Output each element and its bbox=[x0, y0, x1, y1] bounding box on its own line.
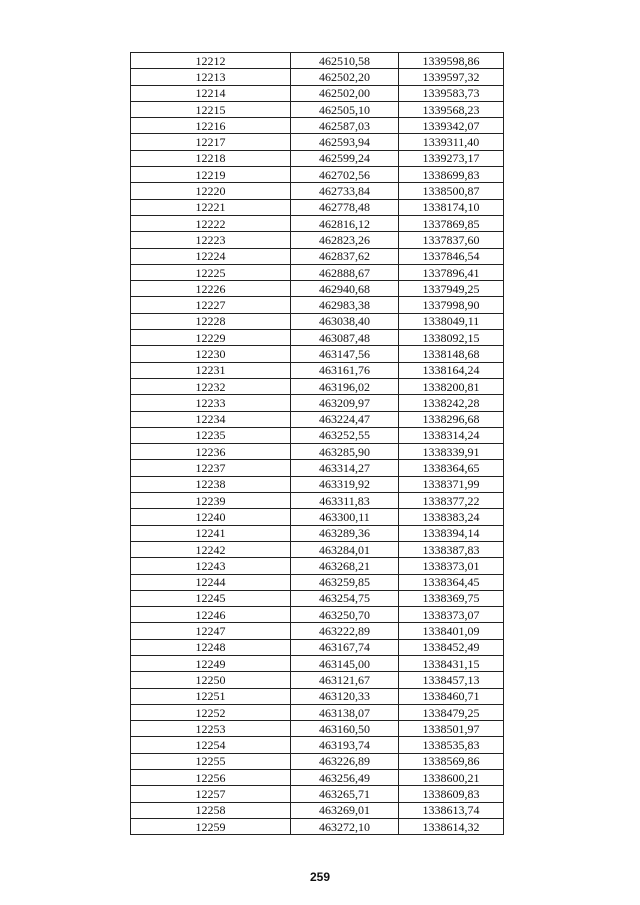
point-number-cell: 12254 bbox=[131, 737, 291, 753]
y-coordinate-cell: 1338364,45 bbox=[399, 574, 504, 590]
y-coordinate-cell: 1338373,01 bbox=[399, 558, 504, 574]
table-row bbox=[131, 509, 504, 525]
x-coordinate-cell: 462888,67 bbox=[291, 264, 399, 280]
y-coordinate-cell: 1338364,65 bbox=[399, 460, 504, 476]
x-coordinate-cell: 462823,26 bbox=[291, 232, 399, 248]
x-coordinate-cell: 463284,01 bbox=[291, 541, 399, 557]
table-row bbox=[131, 134, 504, 150]
table-row bbox=[131, 460, 504, 476]
y-coordinate-cell: 1338699,83 bbox=[399, 167, 504, 183]
point-number-cell: 12226 bbox=[131, 281, 291, 297]
y-coordinate-cell: 1337949,25 bbox=[399, 281, 504, 297]
point-number-cell: 12248 bbox=[131, 639, 291, 655]
point-number-cell: 12234 bbox=[131, 411, 291, 427]
y-coordinate-cell: 1337837,60 bbox=[399, 232, 504, 248]
y-coordinate-cell: 1338501,97 bbox=[399, 721, 504, 737]
point-number-cell: 12237 bbox=[131, 460, 291, 476]
x-coordinate-cell: 462587,03 bbox=[291, 118, 399, 134]
table-row bbox=[131, 623, 504, 639]
x-coordinate-cell: 463265,71 bbox=[291, 786, 399, 802]
point-number-cell: 12247 bbox=[131, 623, 291, 639]
x-coordinate-cell: 463167,74 bbox=[291, 639, 399, 655]
x-coordinate-cell: 463226,89 bbox=[291, 753, 399, 769]
point-number-cell: 12238 bbox=[131, 476, 291, 492]
y-coordinate-cell: 1338339,91 bbox=[399, 444, 504, 460]
x-coordinate-cell: 462837,62 bbox=[291, 248, 399, 264]
point-number-cell: 12259 bbox=[131, 818, 291, 834]
point-number-cell: 12212 bbox=[131, 53, 291, 69]
table-row bbox=[131, 476, 504, 492]
table-row bbox=[131, 167, 504, 183]
table-row bbox=[131, 770, 504, 786]
y-coordinate-cell: 1337896,41 bbox=[399, 264, 504, 280]
x-coordinate-cell: 463269,01 bbox=[291, 802, 399, 818]
x-coordinate-cell: 463193,74 bbox=[291, 737, 399, 753]
y-coordinate-cell: 1338148,68 bbox=[399, 346, 504, 362]
table-row bbox=[131, 655, 504, 671]
x-coordinate-cell: 462940,68 bbox=[291, 281, 399, 297]
point-number-cell: 12244 bbox=[131, 574, 291, 590]
point-number-cell: 12246 bbox=[131, 607, 291, 623]
y-coordinate-cell: 1338460,71 bbox=[399, 688, 504, 704]
table-row bbox=[131, 639, 504, 655]
point-number-cell: 12249 bbox=[131, 655, 291, 671]
x-coordinate-cell: 463289,36 bbox=[291, 525, 399, 541]
point-number-cell: 12241 bbox=[131, 525, 291, 541]
table-row bbox=[131, 215, 504, 231]
point-number-cell: 12236 bbox=[131, 444, 291, 460]
x-coordinate-cell: 463222,89 bbox=[291, 623, 399, 639]
y-coordinate-cell: 1338314,24 bbox=[399, 427, 504, 443]
y-coordinate-cell: 1339273,17 bbox=[399, 150, 504, 166]
table-row bbox=[131, 753, 504, 769]
x-coordinate-cell: 463209,97 bbox=[291, 395, 399, 411]
point-number-cell: 12215 bbox=[131, 101, 291, 117]
x-coordinate-cell: 463252,55 bbox=[291, 427, 399, 443]
point-number-cell: 12243 bbox=[131, 558, 291, 574]
y-coordinate-cell: 1339597,32 bbox=[399, 69, 504, 85]
table-row bbox=[131, 69, 504, 85]
point-number-cell: 12221 bbox=[131, 199, 291, 215]
y-coordinate-cell: 1338371,99 bbox=[399, 476, 504, 492]
point-number-cell: 12224 bbox=[131, 248, 291, 264]
y-coordinate-cell: 1339568,23 bbox=[399, 101, 504, 117]
point-number-cell: 12223 bbox=[131, 232, 291, 248]
x-coordinate-cell: 463196,02 bbox=[291, 378, 399, 394]
point-number-cell: 12258 bbox=[131, 802, 291, 818]
y-coordinate-cell: 1338600,21 bbox=[399, 770, 504, 786]
table-row bbox=[131, 199, 504, 215]
x-coordinate-cell: 462502,20 bbox=[291, 69, 399, 85]
point-number-cell: 12222 bbox=[131, 215, 291, 231]
x-coordinate-cell: 463224,47 bbox=[291, 411, 399, 427]
table-row bbox=[131, 688, 504, 704]
point-number-cell: 12245 bbox=[131, 590, 291, 606]
x-coordinate-cell: 463314,27 bbox=[291, 460, 399, 476]
table-row bbox=[131, 444, 504, 460]
table-row bbox=[131, 150, 504, 166]
point-number-cell: 12250 bbox=[131, 672, 291, 688]
table-row bbox=[131, 607, 504, 623]
point-number-cell: 12242 bbox=[131, 541, 291, 557]
y-coordinate-cell: 1338394,14 bbox=[399, 525, 504, 541]
point-number-cell: 12239 bbox=[131, 493, 291, 509]
point-number-cell: 12218 bbox=[131, 150, 291, 166]
coordinates-table-body bbox=[131, 53, 504, 835]
table-row bbox=[131, 786, 504, 802]
point-number-cell: 12214 bbox=[131, 85, 291, 101]
x-coordinate-cell: 463285,90 bbox=[291, 444, 399, 460]
table-row bbox=[131, 53, 504, 69]
y-coordinate-cell: 1339583,73 bbox=[399, 85, 504, 101]
x-coordinate-cell: 462983,38 bbox=[291, 297, 399, 313]
point-number-cell: 12252 bbox=[131, 704, 291, 720]
table-row bbox=[131, 232, 504, 248]
coordinates-table bbox=[130, 52, 504, 835]
x-coordinate-cell: 462702,56 bbox=[291, 167, 399, 183]
y-coordinate-cell: 1338479,25 bbox=[399, 704, 504, 720]
point-number-cell: 12232 bbox=[131, 378, 291, 394]
y-coordinate-cell: 1338614,32 bbox=[399, 818, 504, 834]
y-coordinate-cell: 1338369,75 bbox=[399, 590, 504, 606]
y-coordinate-cell: 1338401,09 bbox=[399, 623, 504, 639]
x-coordinate-cell: 462816,12 bbox=[291, 215, 399, 231]
y-coordinate-cell: 1338457,13 bbox=[399, 672, 504, 688]
point-number-cell: 12225 bbox=[131, 264, 291, 280]
point-number-cell: 12240 bbox=[131, 509, 291, 525]
y-coordinate-cell: 1338296,68 bbox=[399, 411, 504, 427]
point-number-cell: 12216 bbox=[131, 118, 291, 134]
point-number-cell: 12229 bbox=[131, 330, 291, 346]
x-coordinate-cell: 463160,50 bbox=[291, 721, 399, 737]
x-coordinate-cell: 463161,76 bbox=[291, 362, 399, 378]
table-row bbox=[131, 183, 504, 199]
table-row bbox=[131, 541, 504, 557]
y-coordinate-cell: 1338609,83 bbox=[399, 786, 504, 802]
x-coordinate-cell: 462733,84 bbox=[291, 183, 399, 199]
x-coordinate-cell: 463254,75 bbox=[291, 590, 399, 606]
point-number-cell: 12217 bbox=[131, 134, 291, 150]
y-coordinate-cell: 1337846,54 bbox=[399, 248, 504, 264]
table-row bbox=[131, 281, 504, 297]
table-row bbox=[131, 590, 504, 606]
point-number-cell: 12233 bbox=[131, 395, 291, 411]
table-row bbox=[131, 85, 504, 101]
table-row bbox=[131, 558, 504, 574]
point-number-cell: 12219 bbox=[131, 167, 291, 183]
point-number-cell: 12228 bbox=[131, 313, 291, 329]
x-coordinate-cell: 463147,56 bbox=[291, 346, 399, 362]
y-coordinate-cell: 1339598,86 bbox=[399, 53, 504, 69]
y-coordinate-cell: 1338377,22 bbox=[399, 493, 504, 509]
table-row bbox=[131, 330, 504, 346]
y-coordinate-cell: 1338174,10 bbox=[399, 199, 504, 215]
y-coordinate-cell: 1338500,87 bbox=[399, 183, 504, 199]
table-row bbox=[131, 101, 504, 117]
point-number-cell: 12231 bbox=[131, 362, 291, 378]
y-coordinate-cell: 1338373,07 bbox=[399, 607, 504, 623]
x-coordinate-cell: 463259,85 bbox=[291, 574, 399, 590]
y-coordinate-cell: 1338200,81 bbox=[399, 378, 504, 394]
y-coordinate-cell: 1338431,15 bbox=[399, 655, 504, 671]
table-row bbox=[131, 802, 504, 818]
point-number-cell: 12230 bbox=[131, 346, 291, 362]
table-row bbox=[131, 721, 504, 737]
table-row bbox=[131, 118, 504, 134]
x-coordinate-cell: 463256,49 bbox=[291, 770, 399, 786]
y-coordinate-cell: 1338383,24 bbox=[399, 509, 504, 525]
x-coordinate-cell: 463087,48 bbox=[291, 330, 399, 346]
x-coordinate-cell: 462599,24 bbox=[291, 150, 399, 166]
table-row bbox=[131, 248, 504, 264]
table-row bbox=[131, 264, 504, 280]
table-row bbox=[131, 395, 504, 411]
table-row bbox=[131, 818, 504, 834]
x-coordinate-cell: 463319,92 bbox=[291, 476, 399, 492]
x-coordinate-cell: 463120,33 bbox=[291, 688, 399, 704]
x-coordinate-cell: 463268,21 bbox=[291, 558, 399, 574]
point-number-cell: 12256 bbox=[131, 770, 291, 786]
table-row bbox=[131, 346, 504, 362]
y-coordinate-cell: 1339311,40 bbox=[399, 134, 504, 150]
table-row bbox=[131, 672, 504, 688]
table-row bbox=[131, 493, 504, 509]
y-coordinate-cell: 1337998,90 bbox=[399, 297, 504, 313]
y-coordinate-cell: 1338049,11 bbox=[399, 313, 504, 329]
x-coordinate-cell: 463272,10 bbox=[291, 818, 399, 834]
x-coordinate-cell: 462593,94 bbox=[291, 134, 399, 150]
table-row bbox=[131, 574, 504, 590]
y-coordinate-cell: 1338387,83 bbox=[399, 541, 504, 557]
y-coordinate-cell: 1338092,15 bbox=[399, 330, 504, 346]
y-coordinate-cell: 1338535,83 bbox=[399, 737, 504, 753]
y-coordinate-cell: 1338452,49 bbox=[399, 639, 504, 655]
x-coordinate-cell: 463311,83 bbox=[291, 493, 399, 509]
table-row bbox=[131, 313, 504, 329]
y-coordinate-cell: 1338569,86 bbox=[399, 753, 504, 769]
x-coordinate-cell: 462778,48 bbox=[291, 199, 399, 215]
table-row bbox=[131, 737, 504, 753]
point-number-cell: 12213 bbox=[131, 69, 291, 85]
x-coordinate-cell: 463038,40 bbox=[291, 313, 399, 329]
y-coordinate-cell: 1339342,07 bbox=[399, 118, 504, 134]
x-coordinate-cell: 462510,58 bbox=[291, 53, 399, 69]
point-number-cell: 12251 bbox=[131, 688, 291, 704]
y-coordinate-cell: 1338242,28 bbox=[399, 395, 504, 411]
point-number-cell: 12227 bbox=[131, 297, 291, 313]
x-coordinate-cell: 463145,00 bbox=[291, 655, 399, 671]
table-row bbox=[131, 378, 504, 394]
x-coordinate-cell: 463138,07 bbox=[291, 704, 399, 720]
x-coordinate-cell: 463250,70 bbox=[291, 607, 399, 623]
y-coordinate-cell: 1338613,74 bbox=[399, 802, 504, 818]
page-number: 259 bbox=[309, 870, 331, 884]
x-coordinate-cell: 463121,67 bbox=[291, 672, 399, 688]
table-row bbox=[131, 427, 504, 443]
x-coordinate-cell: 463300,11 bbox=[291, 509, 399, 525]
point-number-cell: 12220 bbox=[131, 183, 291, 199]
point-number-cell: 12253 bbox=[131, 721, 291, 737]
table-row bbox=[131, 525, 504, 541]
table-row bbox=[131, 297, 504, 313]
x-coordinate-cell: 462502,00 bbox=[291, 85, 399, 101]
x-coordinate-cell: 462505,10 bbox=[291, 101, 399, 117]
table-row bbox=[131, 704, 504, 720]
y-coordinate-cell: 1337869,85 bbox=[399, 215, 504, 231]
table-row bbox=[131, 411, 504, 427]
point-number-cell: 12235 bbox=[131, 427, 291, 443]
point-number-cell: 12255 bbox=[131, 753, 291, 769]
point-number-cell: 12257 bbox=[131, 786, 291, 802]
y-coordinate-cell: 1338164,24 bbox=[399, 362, 504, 378]
table-row bbox=[131, 362, 504, 378]
